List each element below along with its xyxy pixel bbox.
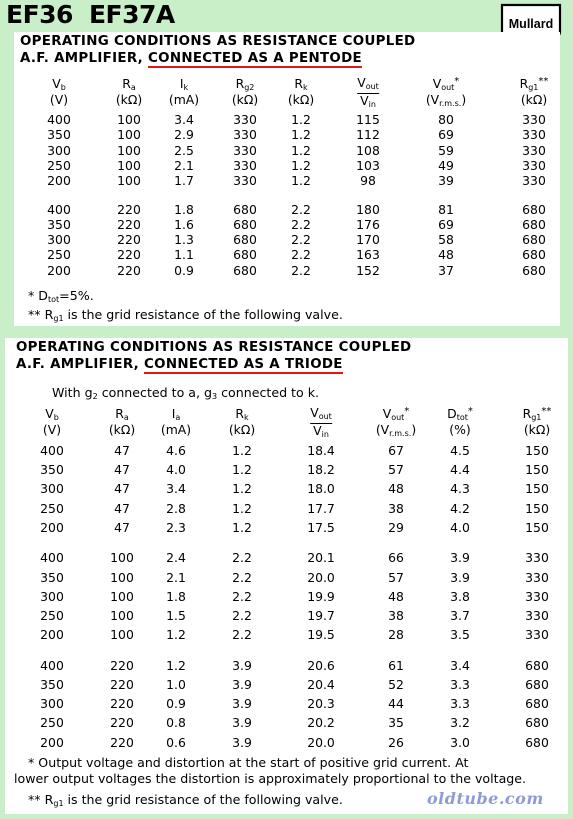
table-cell: 98: [360, 173, 376, 189]
table-cell: 400: [47, 201, 71, 217]
table-cell: 3.9: [232, 734, 252, 750]
table-cell: 4.0: [166, 462, 186, 478]
table-cell: 1.2: [291, 127, 311, 143]
title-ef36: EF36: [6, 0, 73, 29]
table-cell: 330: [233, 127, 257, 143]
table-cell: 330: [525, 569, 549, 585]
column-header: [376, 406, 416, 438]
table-cell: 250: [47, 247, 71, 263]
pentode-footnote-rg1: ** $R_{g1}$ is the grid resistance of the following valve.: [28, 307, 343, 323]
table-cell: 100: [117, 142, 141, 158]
table-cell: 220: [110, 696, 134, 712]
table-cell: 100: [117, 173, 141, 189]
header-unit: (kΩ): [115, 92, 143, 107]
table-cell: 115: [356, 112, 380, 127]
table-cell: 3.9: [232, 657, 252, 673]
table-cell: 20.6: [307, 657, 335, 673]
table-cell: 20.3: [307, 696, 335, 712]
table-cell: 176: [356, 216, 380, 232]
table-cell: 18.2: [307, 462, 335, 478]
table-cell: 20.2: [307, 715, 335, 731]
table-cell: 2.2: [232, 608, 252, 623]
table-cell: 3.3: [450, 696, 470, 712]
header-symbol: $V_b$: [52, 76, 66, 92]
table-cell: 108: [356, 142, 380, 158]
table-cell: 66: [388, 550, 404, 566]
table-cell: 4.5: [450, 443, 470, 458]
table-cell: 680: [522, 201, 546, 217]
table-cell: 680: [525, 715, 549, 731]
table-cell: 330: [522, 127, 546, 143]
column-header: [169, 76, 199, 107]
header-symbol: $R_{g1}^{**}$: [522, 406, 552, 422]
table-cell: 330: [522, 112, 546, 127]
ratio-numerator: $V_{out}$: [357, 76, 379, 94]
table-cell: 680: [233, 201, 257, 217]
table-cell: 2.5: [174, 142, 194, 158]
table-cell: 330: [522, 142, 546, 158]
table-cell: 1.2: [291, 173, 311, 189]
table-cell: 38: [388, 500, 404, 516]
table-cell: 19.9: [307, 588, 335, 604]
column-header: [43, 406, 61, 437]
table-cell: 100: [110, 550, 134, 566]
table-cell: 2.1: [166, 569, 186, 585]
table-cell: 3.8: [450, 588, 470, 604]
table-cell: 80: [438, 112, 454, 127]
header-unit: $(V_{r.m.s.})$: [375, 422, 417, 438]
table-cell: 250: [40, 715, 64, 731]
table-cell: 1.2: [291, 157, 311, 173]
table-cell: 220: [117, 262, 141, 278]
table-cell: 4.2: [450, 500, 470, 516]
table-cell: 47: [114, 443, 130, 458]
table-cell: 1.2: [232, 462, 252, 478]
table-cell: 1.2: [232, 500, 252, 516]
table-cell: 69: [438, 216, 454, 232]
table-cell: 100: [110, 588, 134, 604]
table-cell: 58: [438, 232, 454, 248]
header-symbol: $R_{g2}$: [235, 76, 255, 92]
table-cell: 1.5: [166, 608, 186, 623]
table-cell: 37: [438, 262, 454, 278]
logo-text: Mullard: [508, 17, 554, 31]
table-cell: 1.3: [174, 232, 194, 248]
table-cell: 150: [525, 500, 549, 516]
table-cell: 680: [525, 677, 549, 692]
pentode-panel: [14, 32, 560, 326]
table-cell: 47: [114, 481, 130, 497]
table-cell: 400: [47, 112, 71, 127]
table-cell: 1.7: [174, 173, 194, 189]
table-cell: 220: [117, 247, 141, 263]
header-unit: (V): [42, 422, 62, 437]
table-cell: 2.2: [232, 627, 252, 643]
column-header: [288, 76, 314, 107]
table-cell: 20.0: [307, 569, 335, 585]
table-cell: 0.8: [166, 715, 186, 731]
table-cell: 1.6: [174, 216, 194, 232]
column-header: [523, 406, 552, 437]
table-cell: 680: [525, 657, 549, 673]
table-cell: 330: [233, 157, 257, 173]
table-cell: 1.2: [166, 627, 186, 643]
pentode-heading-line1: OPERATING CONDITIONS AS RESISTANCE COUPLED: [20, 34, 416, 49]
header-symbol: $R_a$: [122, 76, 136, 92]
table-cell: 1.2: [232, 481, 252, 497]
header-symbol: $V_{out}^*$: [382, 406, 410, 422]
table-cell: 20.0: [307, 734, 335, 750]
table-cell: 3.9: [450, 550, 470, 566]
column-header: [357, 76, 379, 112]
table-cell: 200: [40, 627, 64, 643]
pentode-heading-underlined: CONNECTED AS A PENTODE: [148, 51, 362, 66]
column-header: [310, 406, 332, 442]
table-cell: 200: [47, 262, 71, 278]
table-cell: 3.0: [450, 734, 470, 750]
table-cell: 680: [522, 232, 546, 248]
table-cell: 100: [110, 627, 134, 643]
table-cell: 220: [117, 201, 141, 217]
triode-connection-note: With $g_2$ connected to a, $g_3$ connected to k.: [52, 385, 320, 401]
table-cell: 330: [525, 588, 549, 604]
table-cell: 1.2: [232, 519, 252, 535]
table-cell: 112: [356, 127, 380, 143]
table-cell: 0.9: [174, 262, 194, 278]
table-cell: 3.9: [450, 569, 470, 585]
table-cell: 1.8: [174, 201, 194, 217]
table-cell: 20.1: [307, 550, 335, 566]
table-cell: 330: [522, 173, 546, 189]
table-cell: 17.7: [307, 500, 335, 516]
table-cell: 2.2: [291, 247, 311, 263]
table-cell: 3.4: [166, 481, 186, 497]
table-cell: 150: [525, 519, 549, 535]
table-cell: 57: [388, 569, 404, 585]
header-symbol: $R_k$: [235, 406, 249, 422]
table-cell: 150: [525, 462, 549, 478]
table-cell: 330: [525, 608, 549, 623]
title-ef37a: EF37A: [88, 0, 175, 29]
table-cell: 19.5: [307, 627, 335, 643]
triode-panel: [5, 338, 568, 814]
table-cell: 150: [525, 443, 549, 458]
header-unit: (mA): [168, 92, 200, 107]
table-cell: 100: [117, 112, 141, 127]
table-cell: 680: [233, 262, 257, 278]
table-cell: 52: [388, 677, 404, 692]
table-cell: 2.9: [174, 127, 194, 143]
watermark: oldtube.com: [427, 789, 544, 808]
table-cell: 250: [40, 500, 64, 516]
header-symbol: $R_{g1}^{**}$: [519, 76, 549, 92]
table-cell: 680: [522, 216, 546, 232]
table-cell: 1.2: [291, 112, 311, 127]
header-unit: (%): [449, 422, 471, 437]
table-cell: 38: [388, 608, 404, 623]
table-cell: 49: [438, 157, 454, 173]
table-cell: 680: [233, 232, 257, 248]
table-cell: 48: [438, 247, 454, 263]
table-cell: 3.4: [174, 112, 194, 127]
header-symbol: $R_k$: [294, 76, 308, 92]
table-cell: 0.6: [166, 734, 186, 750]
column-header: [109, 406, 135, 437]
table-cell: 4.3: [450, 481, 470, 497]
table-cell: 220: [117, 232, 141, 248]
header-symbol: $R_a$: [115, 406, 129, 422]
table-cell: 220: [117, 216, 141, 232]
table-cell: 300: [47, 232, 71, 248]
column-header: [50, 76, 68, 107]
table-cell: 350: [47, 127, 71, 143]
table-cell: 69: [438, 127, 454, 143]
header-unit: (kΩ): [228, 422, 256, 437]
table-cell: 2.2: [291, 232, 311, 248]
table-cell: 3.4: [450, 657, 470, 673]
table-cell: 1.2: [166, 657, 186, 673]
table-cell: 680: [525, 734, 549, 750]
table-cell: 3.2: [450, 715, 470, 731]
table-cell: 1.1: [174, 247, 194, 263]
table-cell: 2.2: [291, 201, 311, 217]
table-cell: 250: [47, 157, 71, 173]
ratio-header: [357, 76, 379, 112]
table-cell: 680: [525, 696, 549, 712]
table-cell: 3.9: [232, 696, 252, 712]
header-unit: $(V_{r.m.s.})$: [425, 92, 467, 108]
table-cell: 350: [47, 216, 71, 232]
table-cell: 100: [110, 608, 134, 623]
table-cell: 3.5: [450, 627, 470, 643]
table-cell: 330: [525, 627, 549, 643]
table-cell: 81: [438, 201, 454, 217]
table-cell: 19.7: [307, 608, 335, 623]
triode-footnote-line1: * Output voltage and distortion at the start of positive grid current. At: [28, 755, 469, 770]
table-cell: 300: [40, 481, 64, 497]
header-symbol: $V_{out}^*$: [432, 76, 460, 92]
table-cell: 3.9: [232, 715, 252, 731]
triode-footnote-rg1: ** $R_{g1}$ is the grid resistance of the following valve.: [28, 792, 343, 808]
column-header: [232, 76, 258, 107]
table-cell: 400: [40, 443, 64, 458]
table-cell: 350: [40, 569, 64, 585]
table-cell: 220: [110, 657, 134, 673]
table-cell: 67: [388, 443, 404, 458]
table-cell: 2.4: [166, 550, 186, 566]
pentode-footnote-dtot: * $D_{tot}=5\%$.: [28, 288, 94, 304]
table-cell: 57: [388, 462, 404, 478]
table-cell: 680: [233, 216, 257, 232]
table-cell: 100: [117, 127, 141, 143]
table-cell: 330: [522, 157, 546, 173]
table-cell: 4.6: [166, 443, 186, 458]
table-cell: 2.3: [166, 519, 186, 535]
pentode-heading-line2: A.F. AMPLIFIER, CONNECTED AS A PENTODE: [20, 51, 362, 66]
table-cell: 330: [525, 550, 549, 566]
column-header: [116, 76, 142, 107]
table-cell: 152: [356, 262, 380, 278]
header-unit: (V): [49, 92, 69, 107]
table-cell: 680: [233, 247, 257, 263]
table-cell: 163: [356, 247, 380, 263]
table-cell: 400: [40, 550, 64, 566]
table-cell: 26: [388, 734, 404, 750]
table-cell: 330: [233, 142, 257, 158]
header-unit: (kΩ): [231, 92, 259, 107]
table-cell: 350: [40, 677, 64, 692]
table-cell: 29: [388, 519, 404, 535]
table-cell: 220: [110, 715, 134, 731]
table-cell: 300: [47, 142, 71, 158]
column-header: [229, 406, 255, 437]
header-symbol: $V_b$: [45, 406, 59, 422]
ratio-numerator: $V_{out}$: [310, 406, 332, 424]
table-cell: 3.9: [232, 677, 252, 692]
triode-heading-line2: A.F. AMPLIFIER, CONNECTED AS A TRIODE: [16, 357, 343, 372]
table-cell: 1.0: [166, 677, 186, 692]
table-cell: 3.7: [450, 608, 470, 623]
table-cell: 300: [40, 588, 64, 604]
column-header: [161, 406, 191, 437]
triode-heading-line1: OPERATING CONDITIONS AS RESISTANCE COUPLED: [16, 340, 412, 355]
table-cell: 330: [233, 173, 257, 189]
table-cell: 350: [40, 462, 64, 478]
header-unit: (kΩ): [520, 92, 548, 107]
table-cell: 100: [110, 569, 134, 585]
table-cell: 59: [438, 142, 454, 158]
table-cell: 400: [40, 657, 64, 673]
ratio-header: [310, 406, 332, 442]
table-cell: 2.2: [291, 216, 311, 232]
table-cell: 2.2: [291, 262, 311, 278]
table-cell: 2.8: [166, 500, 186, 516]
table-cell: 330: [233, 112, 257, 127]
table-cell: 2.2: [232, 550, 252, 566]
table-cell: 18.0: [307, 481, 335, 497]
table-cell: 200: [40, 734, 64, 750]
table-cell: 17.5: [307, 519, 335, 535]
header-unit: (mA): [160, 422, 192, 437]
table-cell: 250: [40, 608, 64, 623]
header-unit: (kΩ): [523, 422, 551, 437]
table-cell: 44: [388, 696, 404, 712]
table-cell: 47: [114, 500, 130, 516]
table-cell: 28: [388, 627, 404, 643]
column-header: [426, 76, 466, 108]
table-cell: 220: [110, 677, 134, 692]
table-cell: 35: [388, 715, 404, 731]
table-cell: 1.2: [291, 142, 311, 158]
table-cell: 170: [356, 232, 380, 248]
table-cell: 4.4: [450, 462, 470, 478]
table-cell: 1.2: [232, 443, 252, 458]
table-cell: 1.8: [166, 588, 186, 604]
header-symbol: $I_k$: [179, 76, 189, 92]
table-cell: 39: [438, 173, 454, 189]
table-cell: 4.0: [450, 519, 470, 535]
table-cell: 2.2: [232, 569, 252, 585]
table-cell: 3.3: [450, 677, 470, 692]
table-cell: 100: [117, 157, 141, 173]
table-cell: 18.4: [307, 443, 335, 458]
header-symbol: $D_{tot}^*$: [447, 406, 473, 422]
header-unit: (kΩ): [287, 92, 315, 107]
table-cell: 48: [388, 481, 404, 497]
ratio-denominator: $V_{in}$: [360, 93, 376, 109]
table-cell: 680: [522, 247, 546, 263]
table-cell: 0.9: [166, 696, 186, 712]
column-header: [447, 406, 473, 437]
table-cell: 680: [522, 262, 546, 278]
table-cell: 2.2: [232, 588, 252, 604]
table-cell: 48: [388, 588, 404, 604]
table-cell: 180: [356, 201, 380, 217]
triode-footnote-line2: lower output voltages the distortion is approximately proportional to the voltage.: [14, 771, 527, 786]
header-symbol: $I_a$: [171, 406, 181, 422]
table-cell: 300: [40, 696, 64, 712]
table-cell: 61: [388, 657, 404, 673]
column-header: [520, 76, 549, 107]
header-unit: (kΩ): [108, 422, 136, 437]
table-cell: 150: [525, 481, 549, 497]
table-cell: 200: [47, 173, 71, 189]
table-cell: 47: [114, 519, 130, 535]
table-cell: 103: [356, 157, 380, 173]
table-cell: 200: [40, 519, 64, 535]
title: [6, 0, 191, 29]
ratio-denominator: $V_{in}$: [313, 423, 329, 439]
table-cell: 220: [110, 734, 134, 750]
table-cell: 47: [114, 462, 130, 478]
triode-heading-underlined: CONNECTED AS A TRIODE: [144, 357, 343, 372]
table-cell: 20.4: [307, 677, 335, 692]
table-cell: 2.1: [174, 157, 194, 173]
